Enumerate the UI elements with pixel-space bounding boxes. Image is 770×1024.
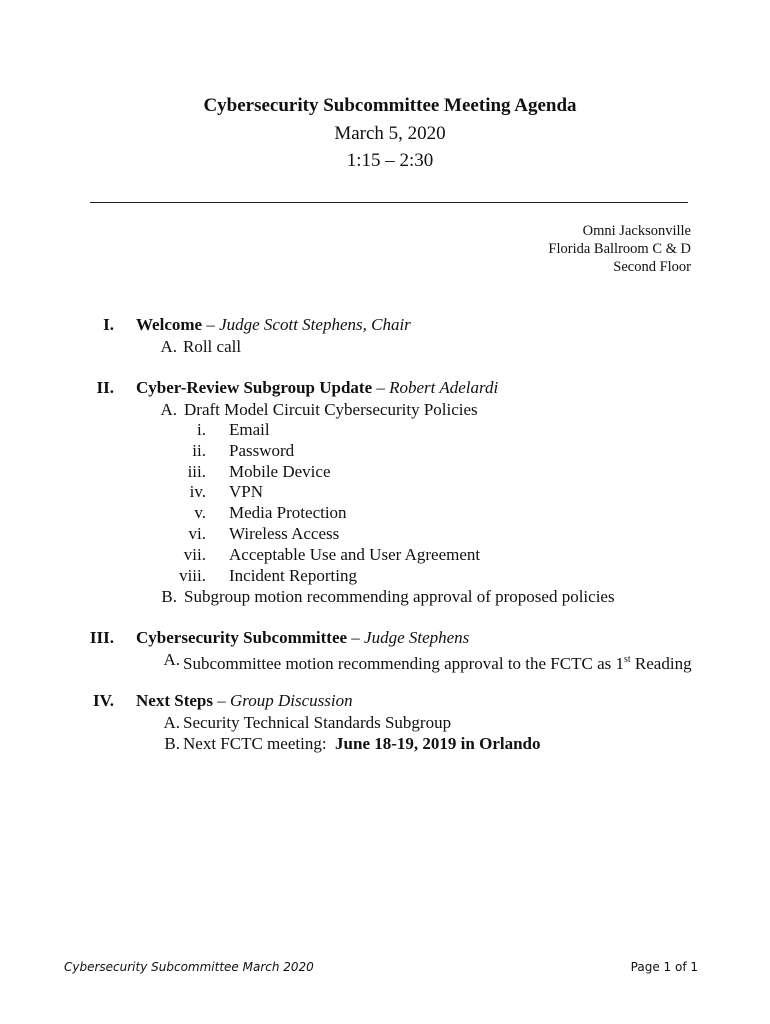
policy-name: Mobile Device (229, 461, 331, 481)
sub-item-letter: A. (163, 650, 180, 670)
agenda-item-title: Welcome (136, 315, 203, 334)
sub-item (0, 399, 770, 420)
sub-item-text (183, 733, 541, 754)
agenda-item-heading (136, 314, 411, 336)
heading-separator: – (347, 628, 365, 648)
sub-item (0, 712, 770, 733)
policy-name: Password (229, 440, 295, 460)
policy-item (0, 566, 770, 587)
ordinal-superscript: st (624, 654, 631, 666)
motion-text-tail: Reading (630, 654, 692, 674)
agenda-item-heading (136, 377, 498, 399)
document-title: Cybersecurity Subcommittee Meeting Agenda (203, 95, 577, 116)
motion-text: Subcommittee motion recommending approval to the FCTC as 1 (183, 654, 624, 674)
next-meeting-label: Next FCTC meeting: (183, 734, 336, 754)
policy-name: Email (229, 420, 270, 439)
footer-document-name: Cybersecurity Subcommittee March 2020 (64, 960, 314, 974)
sub-item-text: Draft Model Circuit Cybersecurity Policies (184, 400, 478, 419)
agenda-item-subcommittee (0, 627, 770, 674)
policy-numeral: v. (194, 503, 206, 523)
next-meeting-date: June 18-19, 2019 in Orlando (335, 734, 541, 754)
sub-item (0, 733, 770, 754)
location-room: Florida Ballroom C & D (548, 241, 691, 257)
agenda-list (0, 314, 770, 754)
agenda-item-title: Next Steps (136, 691, 213, 711)
sub-item-text: Security Technical Standards Subgroup (183, 713, 452, 733)
sub-item (0, 586, 770, 607)
location-venue: Omni Jacksonville (582, 223, 691, 239)
heading-separator: – (202, 315, 220, 334)
sub-item-letter: B. (164, 734, 180, 754)
heading-separator: – (372, 378, 390, 397)
agenda-item-cyber-review (0, 377, 770, 607)
header-divider (90, 202, 688, 203)
agenda-item-presenter: Judge Scott Stephens, Chair (219, 315, 411, 334)
agenda-item-title: Cyber-Review Subgroup Update (136, 378, 373, 397)
sub-item-text: Roll call (183, 337, 242, 356)
policy-numeral: iii. (187, 461, 206, 481)
footer-page-number: Page 1 of 1 (630, 960, 698, 974)
policy-item (0, 482, 770, 503)
policy-name: VPN (229, 482, 264, 502)
policy-numeral: vi. (188, 523, 206, 543)
agenda-item-presenter: Group Discussion (229, 691, 353, 711)
agenda-item-presenter: Judge Stephens (364, 628, 470, 648)
policy-name: Incident Reporting (229, 565, 357, 585)
sub-item-text: Subgroup motion recommending approval of proposed policies (184, 587, 615, 607)
agenda-item-welcome (0, 314, 770, 357)
policy-item (0, 524, 770, 545)
agenda-item-heading (136, 627, 469, 649)
sub-item-letter: A. (163, 713, 180, 733)
agenda-item-numeral: IV. (93, 691, 114, 711)
sub-item (0, 649, 770, 674)
agenda-item-numeral: III. (89, 628, 114, 648)
agenda-item-heading (136, 690, 353, 712)
sub-item-letter: A. (160, 400, 177, 419)
policy-numeral: i. (197, 420, 206, 439)
agenda-header (0, 92, 770, 174)
policy-numeral: vii. (183, 544, 206, 564)
sub-item (0, 336, 770, 357)
policy-item (0, 462, 770, 483)
agenda-item-numeral: II. (96, 378, 114, 397)
policy-name: Acceptable Use and User Agreement (229, 544, 481, 564)
agenda-item-next-steps (0, 690, 770, 754)
policy-item (0, 503, 770, 524)
sub-item-text (183, 649, 692, 674)
meeting-date: March 5, 2020 (334, 123, 446, 144)
location-floor: Second Floor (613, 259, 691, 275)
agenda-item-numeral: I. (103, 315, 114, 334)
sub-item-letter: B. (161, 587, 177, 607)
policy-numeral: ii. (192, 440, 206, 460)
policy-item (0, 545, 770, 566)
policy-name: Media Protection (229, 503, 347, 523)
policy-item (0, 420, 770, 441)
agenda-item-presenter: Robert Adelardi (389, 378, 499, 397)
policy-numeral: iv. (189, 482, 206, 502)
policy-name: Wireless Access (229, 523, 340, 543)
page-footer (64, 960, 698, 978)
policy-item (0, 441, 770, 462)
meeting-location (548, 222, 691, 276)
sub-item-letter: A. (160, 337, 177, 356)
policy-numeral: viii. (179, 565, 206, 585)
heading-separator: – (212, 691, 230, 711)
meeting-time: 1:15 – 2:30 (346, 150, 434, 171)
agenda-item-title: Cybersecurity Subcommittee (136, 628, 348, 648)
